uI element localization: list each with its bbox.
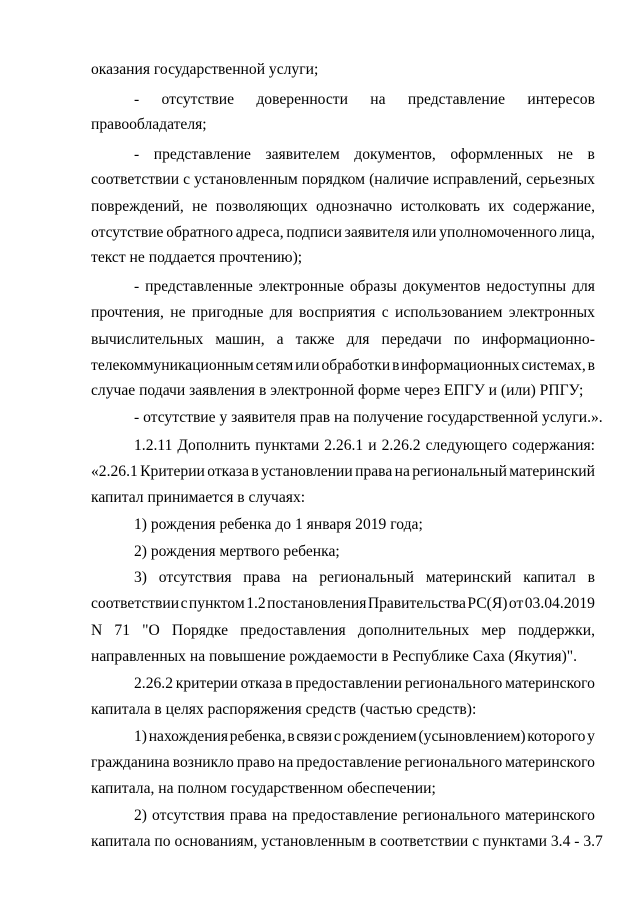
text-line: соответствии с установленным порядком (наличие исправлений, серьезных <box>91 171 595 188</box>
text-line: капитала по основаниям, установленным в соответствии с пунктами 3.4 - 3.7 <box>91 833 603 850</box>
text-line: прочтения, не пригодные для восприятия с использованием электронных <box>91 304 595 321</box>
text-line: случае подачи заявления в электронной форме через ЕПГУ и (или) РПГУ; <box>91 382 584 399</box>
text-line: N 71 "О Порядке предоставления дополнительных мер поддержки, <box>91 622 595 639</box>
text-line: гражданина возникло право на предоставление регионального материнского <box>91 754 595 771</box>
text-line: вычислительных машин, а также для передачи по информационно- <box>91 331 595 348</box>
text-line: текст не поддается прочтению); <box>91 249 303 266</box>
text-line: капитал принимается в случаях: <box>91 489 306 506</box>
text-line: 1.2.11 Дополнить пунктами 2.26.1 и 2.26.2 следующего содержания: <box>134 437 595 454</box>
text-line: направленных на повышение рождаемости в Республике Саха (Якутия)". <box>91 648 578 665</box>
text-line: 2.26.2 критерии отказа в предоставлении регионального материнского <box>134 675 595 692</box>
text-line: 1) рождения ребенка до 1 января 2019 года; <box>134 516 423 533</box>
text-line: 2) рождения мертвого ребенка; <box>134 543 340 560</box>
text-line: 3) отсутствия права на региональный материнский капитал в <box>134 569 595 586</box>
text-line: отсутствие обратного адреса, подписи заявителя или уполномоченного лица, <box>91 224 595 241</box>
text-line: капитала в целях распоряжения средств (частью средств): <box>91 701 477 718</box>
text-line: - отсутствие у заявителя прав на получение государственной услуги.». <box>134 409 603 426</box>
text-line: - представление заявителем документов, оформленных не в <box>134 146 595 163</box>
text-line: - представленные электронные образы документов недоступны для <box>134 278 595 295</box>
text-line: правообладателя; <box>91 116 207 133</box>
text-line: телекоммуникационным сетям или обработки в информационных системах, в <box>91 357 595 374</box>
text-line: 2) отсутствия права на предоставление регионального материнского <box>134 807 595 824</box>
text-line: повреждений, не позволяющих однозначно истолковать их содержание, <box>91 198 595 215</box>
text-line: соответствии с пунктом 1.2 постановления Правительства РС(Я) от 03.04.2019 <box>91 595 595 612</box>
text-line: оказания государственной услуги; <box>91 61 319 78</box>
text-line: 1) нахождения ребенка, в связи с рождением (усыновлением) которого у <box>134 728 595 745</box>
text-line: капитала, на полном государственном обеспечении; <box>91 780 436 797</box>
text-line: - отсутствие доверенности на представление интересов <box>134 91 595 108</box>
text-line: «2.26.1 Критерии отказа в установлении права на региональный материнский <box>91 463 595 480</box>
